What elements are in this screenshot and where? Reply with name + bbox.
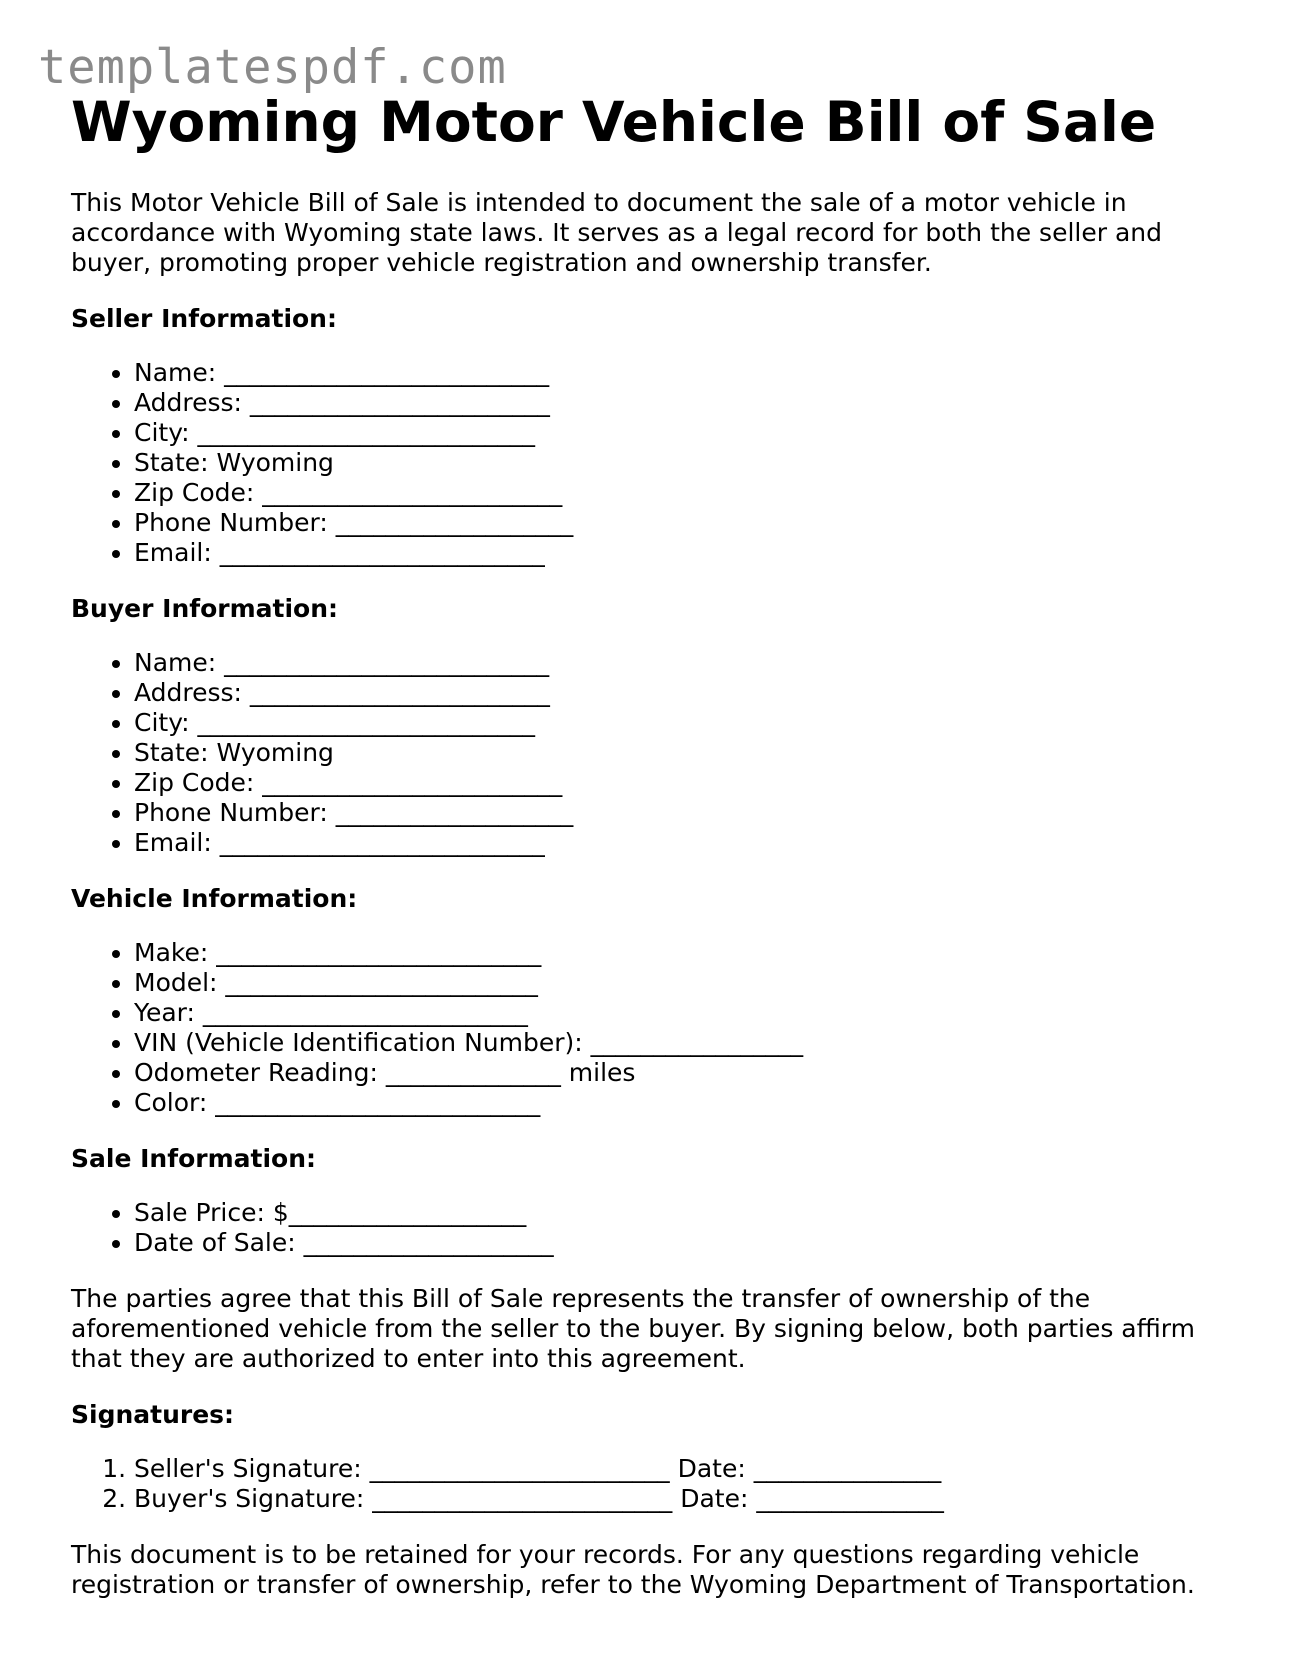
- seller-signature-line: 1. Seller's Signature: ________________________ Date: _______________: [134, 1454, 1241, 1484]
- buyer-zip-field: • Zip Code: ________________________: [134, 768, 1241, 798]
- intro-paragraph: This Motor Vehicle Bill of Sale is intended to document the sale of a motor vehicle in accordance with Wyoming state laws. It serves as a legal record for both the seller and buyer, promoting proper vehicle registration and ownership transfer.: [71, 188, 1162, 277]
- agreement-paragraph: The parties agree that this Bill of Sale represents the transfer of ownership of the aforementioned vehicle from the seller to the buyer. By signing below, both parties affirm that they are authorized to enter into this agreement.: [71, 1284, 1195, 1373]
- sale-price-field: • Sale Price: $___________________: [134, 1198, 1241, 1228]
- buyer-phone-field: • Phone Number: ___________________: [134, 798, 1241, 828]
- buyer-name-field: • Name: __________________________: [134, 648, 1241, 678]
- seller-state-field: • State: Wyoming: [134, 448, 1241, 478]
- document: [71, 90, 1241, 1600]
- buyer-heading: Buyer Information:: [71, 594, 339, 623]
- vehicle-model-field: • Model: _________________________: [134, 968, 1241, 998]
- vehicle-heading: Vehicle Information:: [71, 884, 358, 913]
- seller-name-field: • Name: __________________________: [134, 358, 1241, 388]
- closing-paragraph: This document is to be retained for your records. For any questions regarding vehicle registration or transfer of ownership, refer to the Wyoming Department of Transportation.: [71, 1540, 1195, 1599]
- seller-address-field: • Address: ________________________: [134, 388, 1241, 418]
- seller-phone-field: • Phone Number: ___________________: [134, 508, 1241, 538]
- sale-heading: Sale Information:: [71, 1144, 316, 1173]
- seller-list: [71, 358, 1241, 568]
- buyer-state-field: • State: Wyoming: [134, 738, 1241, 768]
- seller-zip-field: • Zip Code: ________________________: [134, 478, 1241, 508]
- page-title: Wyoming Motor Vehicle Bill of Sale: [71, 90, 1157, 154]
- buyer-city-field: • City: ___________________________: [134, 708, 1241, 738]
- vehicle-odometer-field: • Odometer Reading: ______________ miles: [134, 1058, 1241, 1088]
- signatures-heading: Signatures:: [71, 1400, 235, 1429]
- signatures-list: [71, 1454, 1241, 1514]
- buyer-address-field: • Address: ________________________: [134, 678, 1241, 708]
- buyer-email-field: • Email: __________________________: [134, 828, 1241, 858]
- vehicle-make-field: • Make: __________________________: [134, 938, 1241, 968]
- buyer-signature-line: 2. Buyer's Signature: ________________________ Date: _______________: [134, 1484, 1241, 1514]
- buyer-list: [71, 648, 1241, 858]
- sale-list: [71, 1198, 1241, 1258]
- seller-email-field: • Email: __________________________: [134, 538, 1241, 568]
- vehicle-year-field: • Year: __________________________: [134, 998, 1241, 1028]
- vehicle-vin-field: • VIN (Vehicle Identification Number): _________________: [134, 1028, 1241, 1058]
- vehicle-list: [71, 938, 1241, 1118]
- watermark: templatespdf.com: [38, 40, 507, 95]
- sale-date-field: • Date of Sale: ____________________: [134, 1228, 1241, 1258]
- vehicle-color-field: • Color: __________________________: [134, 1088, 1241, 1118]
- seller-city-field: • City: ___________________________: [134, 418, 1241, 448]
- seller-heading: Seller Information:: [71, 304, 337, 333]
